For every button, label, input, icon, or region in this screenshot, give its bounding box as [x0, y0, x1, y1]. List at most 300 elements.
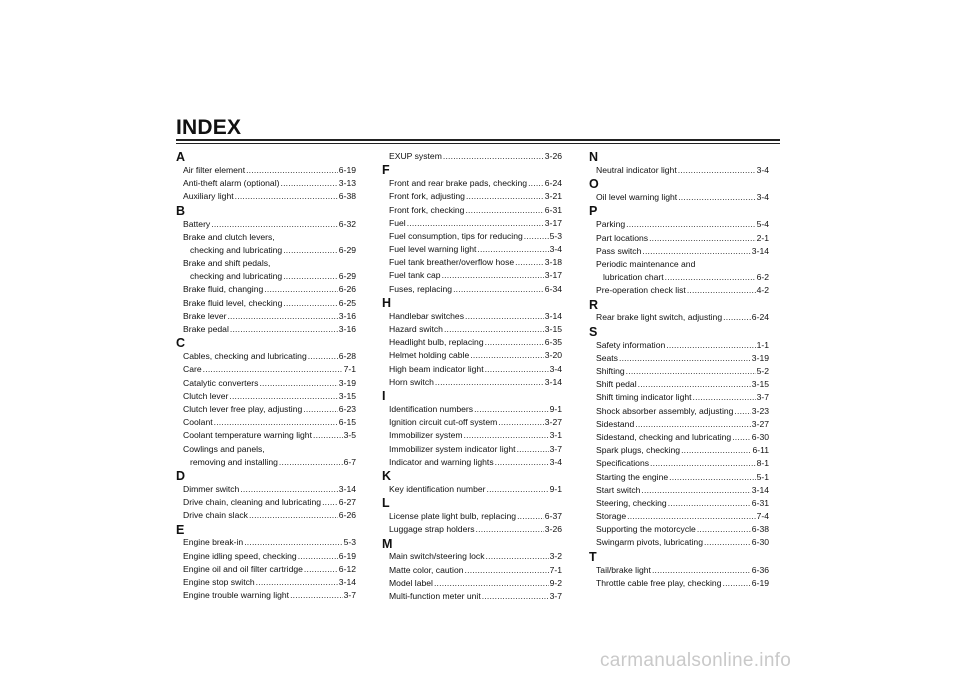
index-entry	[589, 497, 769, 510]
index-entry-page: 6-28	[338, 351, 356, 362]
index-entry-page: 3-4	[756, 192, 769, 203]
index-column-1	[176, 150, 356, 602]
index-entry-page: 9-1	[549, 483, 562, 494]
index-entry	[382, 217, 562, 230]
index-entry-page: 3-7	[756, 392, 769, 403]
index-entry	[176, 244, 356, 257]
dot-leader	[303, 403, 338, 416]
index-entry-page: 3-23	[751, 405, 769, 416]
index-entry-page: 3-14	[338, 483, 356, 494]
dot-leader	[669, 471, 755, 484]
dot-leader	[230, 323, 338, 336]
index-entry-text: Auxiliary light	[183, 191, 234, 202]
index-entry-page: 3-26	[544, 150, 562, 161]
index-entry-text: Catalytic converters	[183, 377, 259, 388]
index-entry-page: 6-19	[338, 164, 356, 175]
index-entry-text: Shock absorber assembly, adjusting	[596, 405, 734, 416]
section-letter: B	[176, 203, 186, 218]
dot-leader	[649, 232, 756, 245]
index-entry-page: 3-21	[544, 191, 562, 202]
dot-leader	[229, 390, 337, 403]
index-entry-heading: Brake and shift pedals,	[183, 258, 271, 269]
index-entry	[589, 431, 769, 444]
index-entry-page: 3-18	[544, 257, 562, 268]
index-entry-text: lubrication chart	[603, 272, 664, 283]
index-entry-text: Care	[183, 364, 202, 375]
dot-leader	[246, 164, 338, 177]
dot-leader	[290, 589, 343, 602]
index-entry-text: Coolant temperature warning light	[183, 430, 312, 441]
index-entry-page: 5-3	[343, 537, 356, 548]
index-entry	[589, 245, 769, 258]
index-entry-page: 2-1	[756, 232, 769, 243]
dot-leader	[697, 523, 751, 536]
dot-leader	[495, 456, 549, 469]
dot-leader	[304, 563, 338, 576]
index-entry-heading: Periodic maintenance and	[596, 258, 696, 269]
index-entry-text: Model label	[389, 577, 433, 588]
index-entry-page: 5-1	[756, 471, 769, 482]
index-entry-text: Headlight bulb, replacing	[389, 337, 484, 348]
dot-leader	[635, 418, 751, 431]
index-entry	[382, 323, 562, 336]
dot-leader	[464, 429, 549, 442]
dot-leader	[227, 310, 337, 323]
index-entry-text: Supporting the motorcycle	[596, 524, 696, 535]
dot-leader	[280, 177, 337, 190]
dot-leader	[482, 590, 549, 603]
index-entry	[176, 363, 356, 376]
index-entry-page: 9-1	[549, 403, 562, 414]
index-entry	[589, 391, 769, 404]
index-entry	[589, 352, 769, 365]
index-entry-text: Engine break-in	[183, 537, 244, 548]
dot-leader	[465, 564, 549, 577]
index-entry-text: Starting the engine	[596, 471, 669, 482]
index-entry-text: Engine stop switch	[183, 577, 255, 588]
index-entry-text: Anti-theft alarm (optional)	[183, 178, 280, 189]
dot-leader	[465, 204, 543, 217]
index-entry-text: Handlebar switches	[389, 310, 464, 321]
index-entry	[176, 390, 356, 403]
dot-leader	[687, 284, 756, 297]
index-entry-page: 3-27	[544, 417, 562, 428]
index-entry-page: 6-23	[338, 403, 356, 414]
index-entry	[589, 418, 769, 431]
index-entry-page: 3-14	[751, 245, 769, 256]
index-entry	[589, 405, 769, 418]
dot-leader	[308, 350, 338, 363]
index-entry	[382, 416, 562, 429]
index-entry-text: Shift pedal	[596, 379, 637, 390]
index-entry-text: Clutch lever	[183, 390, 229, 401]
index-entry	[382, 510, 562, 523]
dot-leader	[626, 365, 756, 378]
section-letter: N	[589, 150, 599, 164]
index-entry-text: Oil level warning light	[596, 192, 678, 203]
dot-leader	[211, 218, 338, 231]
index-entry-text: Shifting	[596, 366, 625, 377]
index-entry-text: Front and rear brake pads, checking	[389, 178, 528, 189]
dot-leader	[283, 297, 337, 310]
index-entry-text: Neutral indicator light	[596, 164, 677, 175]
section-letter: H	[382, 295, 392, 310]
dot-leader	[487, 483, 549, 496]
section-letter: R	[589, 297, 599, 312]
section-letter: I	[382, 389, 386, 403]
section-letter: E	[176, 522, 185, 537]
index-entry	[382, 429, 562, 442]
index-entry	[176, 456, 356, 469]
dot-leader	[732, 431, 751, 444]
index-entry	[176, 323, 356, 336]
dot-leader	[515, 256, 544, 269]
index-entry-page: 6-24	[544, 178, 562, 189]
index-entry-text: Main switch/steering lock	[389, 551, 485, 562]
index-entry-text: Throttle cable free play, checking	[596, 577, 722, 588]
dot-leader	[235, 190, 338, 203]
index-entry-text: Air filter element	[183, 164, 246, 175]
index-entry-page: 3-17	[544, 217, 562, 228]
index-entry-text: removing and installing	[190, 456, 278, 467]
index-entry-page: 5-3	[549, 230, 562, 241]
section-letter: K	[382, 468, 392, 483]
index-entry-text: Battery	[183, 218, 211, 229]
index-entry-text: Rear brake light switch, adjusting	[596, 312, 723, 323]
index-entry-page: 3-17	[544, 270, 562, 281]
index-entry-page: 6-19	[338, 550, 356, 561]
index-entry	[176, 563, 356, 576]
index-entry	[382, 376, 562, 389]
index-entry	[589, 232, 769, 245]
index-entry	[589, 191, 769, 204]
index-entry	[382, 336, 562, 349]
index-entry	[382, 270, 562, 283]
index-entry-page: 3-16	[338, 324, 356, 335]
index-entry-page: 4-2	[756, 285, 769, 296]
index-entry	[589, 537, 769, 550]
dot-leader	[693, 391, 756, 404]
index-entry	[382, 310, 562, 323]
section-letter: F	[382, 163, 390, 178]
index-entry-text: Seats	[596, 352, 618, 363]
index-entry-page: 6-15	[338, 417, 356, 428]
index-entry	[176, 218, 356, 231]
dot-leader	[477, 243, 548, 256]
title-rule-thin	[176, 143, 780, 144]
index-entry-text: EXUP system	[389, 150, 442, 161]
index-entry-text: Drive chain slack	[183, 510, 248, 521]
index-entry-text: Dimmer switch	[183, 483, 240, 494]
dot-leader	[704, 536, 751, 549]
index-column-3	[589, 150, 769, 590]
index-entry-page: 3-14	[544, 310, 562, 321]
index-entry	[176, 270, 356, 283]
index-entry-page: 3-19	[751, 352, 769, 363]
index-entry	[589, 457, 769, 470]
index-entry-page: 3-19	[338, 377, 356, 388]
dot-leader	[279, 456, 343, 469]
index-entry-text: Key identification number	[389, 483, 486, 494]
index-entry-text: Specifications	[596, 458, 650, 469]
index-entry-page: 6-25	[338, 297, 356, 308]
index-entry-text: Spark plugs, checking	[596, 445, 681, 456]
index-entry-text: Swingarm pivots, lubricating	[596, 537, 703, 548]
index-entry	[176, 537, 356, 550]
dot-leader	[723, 311, 751, 324]
index-entry	[176, 550, 356, 563]
index-entry	[176, 483, 356, 496]
page-title: INDEX	[176, 116, 242, 139]
index-entry	[382, 564, 562, 577]
dot-leader	[485, 336, 544, 349]
index-entry-page: 3-4	[549, 456, 562, 467]
index-entry-page: 3-4	[549, 244, 562, 255]
index-entry-text: Immobilizer system indicator light	[389, 443, 516, 454]
dot-leader	[665, 271, 756, 284]
index-entry	[589, 365, 769, 378]
dot-leader	[435, 376, 544, 389]
index-entry	[382, 243, 562, 256]
index-entry	[589, 378, 769, 391]
dot-leader	[283, 244, 338, 257]
index-entry	[589, 444, 769, 457]
dot-leader	[650, 457, 756, 470]
dot-leader	[528, 177, 544, 190]
index-entry-text: Luggage strap holders	[389, 524, 475, 535]
index-entry-text: checking and lubricating	[190, 244, 283, 255]
index-entry-page: 3-15	[338, 390, 356, 401]
index-entry-text: Sidestand, checking and lubricating	[596, 431, 732, 442]
index-entry	[589, 284, 769, 297]
dot-leader	[442, 269, 544, 282]
index-entry-page: 6-30	[751, 537, 769, 548]
dot-leader	[470, 349, 544, 362]
index-entry-page: 3-2	[549, 551, 562, 562]
index-entry-page: 6-31	[544, 204, 562, 215]
section-letter: A	[176, 150, 186, 164]
index-entry-text: Cables, checking and lubricating	[183, 351, 307, 362]
index-entry-page: 6-2	[756, 272, 769, 283]
index-entry-page: 6-29	[338, 244, 356, 255]
index-entry-text: Fuses, replacing	[389, 283, 453, 294]
dot-leader	[465, 310, 544, 323]
index-entry	[176, 190, 356, 203]
section-letter: O	[589, 177, 599, 192]
index-entry	[176, 297, 356, 310]
index-entry-page: 6-7	[343, 456, 356, 467]
index-entry	[176, 429, 356, 442]
index-entry	[382, 177, 562, 190]
dot-leader	[485, 363, 549, 376]
section-letter: T	[589, 549, 597, 564]
index-entry	[382, 443, 562, 456]
index-entry	[589, 523, 769, 536]
index-entry-page: 6-27	[338, 497, 356, 508]
dot-leader	[453, 283, 544, 296]
dot-leader	[298, 550, 338, 563]
index-entry	[382, 150, 562, 163]
dot-leader	[240, 483, 337, 496]
dot-leader	[626, 218, 755, 231]
index-entry-page: 1-1	[756, 339, 769, 350]
index-entry-text: Brake pedal	[183, 324, 229, 335]
index-entry-text: Pre-operation check list	[596, 285, 686, 296]
index-entry-text: Brake fluid level, checking	[183, 297, 283, 308]
dot-leader	[678, 164, 756, 177]
title-rule-thick	[176, 139, 780, 141]
index-entry-text: Multi-function meter unit	[389, 591, 481, 602]
index-entry-page: 3-14	[338, 577, 356, 588]
index-entry	[589, 564, 769, 577]
dot-leader	[256, 576, 338, 589]
index-column-2	[382, 150, 562, 603]
index-entry-page: 9-2	[549, 577, 562, 588]
index-entry-page: 3-15	[751, 379, 769, 390]
index-entry	[176, 576, 356, 589]
index-entry-page: 7-4	[756, 511, 769, 522]
index-entry	[382, 283, 562, 296]
index-entry-text: Fuel	[389, 217, 406, 228]
dot-leader	[498, 416, 544, 429]
index-entry-page: 3-7	[549, 443, 562, 454]
index-entry-page: 6-29	[338, 271, 356, 282]
dot-leader	[638, 378, 751, 391]
index-entry-text: Matte color, caution	[389, 564, 464, 575]
index-entry	[589, 218, 769, 231]
dot-leader	[313, 429, 343, 442]
dot-leader	[283, 270, 338, 283]
section-letter: S	[589, 324, 598, 339]
index-entry-page: 7-1	[549, 564, 562, 575]
index-entry	[382, 363, 562, 376]
index-entry	[176, 177, 356, 190]
dot-leader	[678, 191, 755, 204]
dot-leader	[407, 217, 544, 230]
index-entry-page: 5-2	[756, 366, 769, 377]
index-entry	[382, 230, 562, 243]
index-entry-page: 6-26	[338, 510, 356, 521]
index-entry-page: 3-20	[544, 350, 562, 361]
index-entry	[176, 377, 356, 390]
dot-leader	[722, 577, 750, 590]
index-entry-text: Fuel consumption, tips for reducing	[389, 230, 523, 241]
index-entry-text: Indicator and warning lights	[389, 456, 494, 467]
dot-leader	[666, 339, 755, 352]
index-entry-text: Brake fluid, changing	[183, 284, 264, 295]
index-entry	[382, 577, 562, 590]
index-entry	[176, 416, 356, 429]
index-entry	[382, 590, 562, 603]
dot-leader	[652, 564, 751, 577]
index-entry-page: 3-14	[751, 484, 769, 495]
index-entry	[382, 456, 562, 469]
dot-leader	[517, 510, 544, 523]
index-entry-page: 6-11	[752, 445, 769, 456]
section-letter: L	[382, 496, 390, 511]
index-entry-heading: Cowlings and panels,	[183, 443, 265, 454]
index-entry	[589, 471, 769, 484]
dot-leader	[734, 405, 750, 418]
index-entry-text: Steering, checking	[596, 497, 667, 508]
index-entry-page: 3-1	[549, 430, 562, 441]
dot-leader	[466, 190, 544, 203]
index-entry-text: Sidestand	[596, 418, 635, 429]
index-entry-text: Ignition circuit cut-off system	[389, 417, 498, 428]
dot-leader	[443, 150, 544, 163]
index-entry-page: 3-5	[343, 430, 356, 441]
index-entry-text: Drive chain, cleaning and lubricating	[183, 497, 322, 508]
index-entry-page: 3-13	[338, 178, 356, 189]
index-entry-text: Start switch	[596, 484, 641, 495]
index-entry	[589, 510, 769, 523]
index-entry	[176, 509, 356, 522]
index-entry-text: Fuel tank cap	[389, 270, 441, 281]
dot-leader	[642, 245, 750, 258]
index-entry-text: Fuel tank breather/overflow hose	[389, 257, 515, 268]
index-entry	[589, 484, 769, 497]
dot-leader	[517, 443, 549, 456]
dot-leader	[244, 536, 342, 549]
dot-leader	[249, 509, 338, 522]
dot-leader	[486, 550, 549, 563]
index-entry	[382, 256, 562, 269]
index-entry	[382, 551, 562, 564]
dot-leader	[641, 484, 750, 497]
index-entry-page: 3-26	[544, 524, 562, 535]
index-entry	[176, 350, 356, 363]
index-entry-page: 3-7	[343, 590, 356, 601]
dot-leader	[259, 377, 337, 390]
index-entry-page: 3-27	[751, 418, 769, 429]
index-entry-page: 3-4	[549, 363, 562, 374]
index-entry-page: 3-14	[544, 376, 562, 387]
dot-leader	[627, 510, 755, 523]
index-entry-page: 3-15	[544, 324, 562, 335]
index-entry-heading: Brake and clutch levers,	[183, 231, 275, 242]
index-entry-text: Pass switch	[596, 245, 642, 256]
index-entry-text: High beam indicator light	[389, 363, 484, 374]
section-letter: D	[176, 468, 186, 483]
dot-leader	[322, 496, 338, 509]
index-entry-text: Immobilizer system	[389, 430, 463, 441]
index-entry	[382, 190, 562, 203]
dot-leader	[203, 363, 343, 376]
dot-leader	[214, 416, 338, 429]
index-entry-page: 6-38	[751, 524, 769, 535]
dot-leader	[476, 523, 544, 536]
dot-leader	[524, 230, 549, 243]
index-entry-text: Identification numbers	[389, 403, 474, 414]
index-entry-page: 6-36	[751, 564, 769, 575]
index-entry-page: 6-35	[544, 337, 562, 348]
index-entry	[589, 577, 769, 590]
index-entry-page: 6-31	[751, 497, 769, 508]
index-entry-text: Hazard switch	[389, 324, 443, 335]
index-entry-page: 6-24	[751, 312, 769, 323]
index-entry-text: Storage	[596, 511, 627, 522]
index-entry-text: Front fork, checking	[389, 204, 465, 215]
index-entry-page: 3-7	[549, 591, 562, 602]
index-entry-page: 6-26	[338, 284, 356, 295]
index-entry	[382, 349, 562, 362]
index-entry-page: 6-30	[751, 431, 769, 442]
index-entry-text: License plate light bulb, replacing	[389, 511, 517, 522]
index-entry-page: 6-38	[338, 191, 356, 202]
dot-leader	[668, 497, 751, 510]
index-entry-text: Parking	[596, 219, 626, 230]
index-entry-text: Tail/brake light	[596, 564, 651, 575]
